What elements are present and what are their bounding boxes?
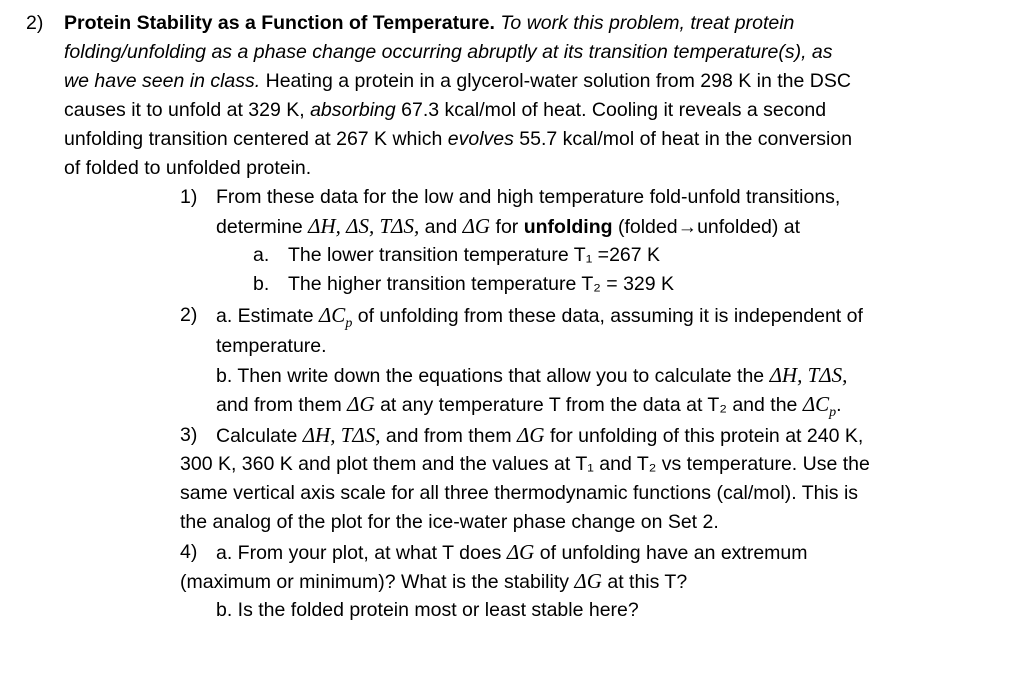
q1-line2-for: for (495, 216, 519, 238)
intro-text-d: of folded to unfolded protein. (64, 157, 312, 179)
q1-number: 1) (180, 186, 198, 208)
q1-b-label: b. (253, 273, 270, 295)
q2-b-pre: b. Then write down the equations that allow you to calculate the (216, 365, 765, 387)
q3-l1-pre: Calculate (216, 425, 298, 447)
q4-l2-math: ΔG (574, 569, 602, 593)
intro-text-c2: evolves (447, 128, 514, 150)
intro-text-b1: causes it to unfold at 329 K, (64, 99, 305, 121)
q3-line-3: same vertical axis scale for all three thermodynamic functions (cal/mol). This is (180, 482, 859, 504)
q2-number: 2) (180, 304, 198, 326)
q2-a-math (318, 303, 353, 332)
q2-b2-math2-main: ΔC (802, 392, 830, 416)
q2-a-pre: a. Estimate (216, 305, 314, 327)
intro-text-a: Heating a protein in a glycerol-water solution from 298 K in the DSC (265, 70, 851, 92)
q2-a-math-main: ΔC (318, 303, 346, 327)
q2-b2-math2 (802, 392, 837, 421)
intro-italic-1: To work this problem, treat protein (500, 12, 795, 34)
q4-l1-pre: a. From your plot, at what T does (216, 542, 502, 564)
q2-b-line-2 (216, 392, 842, 425)
q4-line-1 (216, 540, 808, 565)
q1-line2-bold: unfolding (523, 216, 613, 238)
intro-italic-3: we have seen in class. (64, 70, 261, 92)
intro-text-c3: 55.7 kcal/mol of heat in the conversion (519, 128, 853, 150)
q3-l1-math2: ΔG (517, 423, 545, 447)
q1-line2-pre: determine (216, 216, 303, 238)
intro-line-3 (64, 69, 851, 93)
q3-line-2: 300 K, 360 K and plot them and the values at T₁ and T₂ vs temperature. Use the (180, 453, 870, 475)
q2-b2-sub: p (829, 405, 837, 421)
q1-line2-post: (folded→unfolded) at (617, 216, 801, 238)
q1-a-label: a. (253, 244, 270, 266)
intro-line-5 (64, 127, 852, 151)
q3-l1-post: for unfolding of this protein at 240 K, (549, 425, 864, 447)
q1-a-text: The lower transition temperature T₁ =267 K (288, 244, 661, 266)
q1-line2-math2: ΔG (462, 214, 491, 238)
q4-l1-math: ΔG (506, 540, 535, 564)
q2-b2-pre: and from them (216, 394, 342, 416)
problem-number: 2) (26, 12, 44, 34)
intro-text-c1: unfolding transition centered at 267 K which (64, 128, 443, 150)
q4-l1-post: of unfolding have an extremum (539, 542, 808, 564)
q2-b2-end: . (836, 394, 842, 416)
q2-b-math: ΔH, TΔS, (769, 363, 848, 387)
q4-number: 4) (180, 541, 198, 563)
q1-line2-math: ΔH, ΔS, TΔS, (308, 214, 420, 238)
problem-title: Protein Stability as a Function of Temperature. (64, 12, 495, 34)
q4-line-2 (180, 569, 687, 594)
q1-b-text: The higher transition temperature T₂ = 329 K (288, 273, 675, 295)
q2-a-line-2: temperature. (216, 335, 327, 357)
q1-line-1: From these data for the low and high temperature fold-unfold transitions, (216, 186, 841, 208)
q2-a-sub: p (345, 316, 353, 332)
intro-line-4 (64, 98, 826, 122)
q1-line-2 (216, 214, 800, 239)
intro-text-b3: 67.3 kcal/mol of heat. Cooling it reveals a second (401, 99, 827, 121)
q3-line-1 (216, 423, 863, 448)
intro-line-1 (64, 11, 794, 35)
q2-a-line (216, 303, 863, 336)
intro-text-b2: absorbing (310, 99, 396, 121)
q1-line2-and: and (424, 216, 458, 238)
intro-italic-2: folding/unfolding as a phase change occurring abruptly at its transition temperature(s), as (64, 41, 833, 63)
q2-a-post: of unfolding from these data, assuming it is independent of (357, 305, 863, 327)
q3-number: 3) (180, 424, 198, 446)
q3-l1-math: ΔH, TΔS, (302, 423, 381, 447)
q2-b-line (216, 363, 847, 388)
q3-l1-mid: and from them (385, 425, 512, 447)
q4-l2-post: at this T? (607, 571, 688, 593)
q3-line-4: the analog of the plot for the ice-water phase change on Set 2. (180, 511, 719, 533)
q2-b2-math: ΔG (347, 392, 375, 416)
q2-b2-mid: at any temperature T from the data at T₂ and the (380, 394, 798, 416)
q4-line-3: b. Is the folded protein most or least stable here? (216, 599, 639, 621)
q4-l2-pre: (maximum or minimum)? What is the stability (180, 571, 569, 593)
